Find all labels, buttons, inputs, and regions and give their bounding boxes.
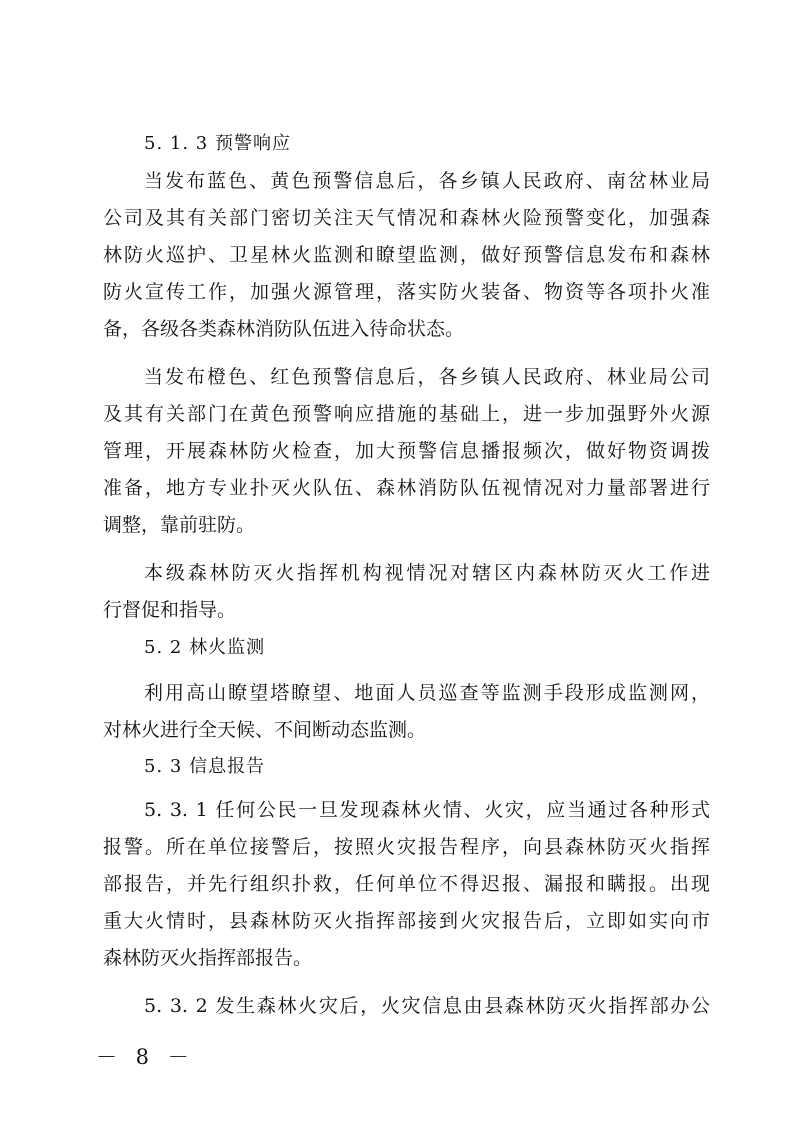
- paragraph-line: 管理，开展森林防火检查，加大预警信息播报频次，做好物资调拨: [103, 440, 710, 462]
- section-heading-5-3: 5. 3 信息报告: [144, 756, 266, 777]
- paragraph-line: 重大火情时，县森林防灭火指挥部接到火灾报告后，立即如实向市: [103, 910, 710, 932]
- section-heading-5-1-3: 5. 1. 3 预警响应: [144, 133, 291, 154]
- paragraph-line: 本级森林防灭火指挥机构视情况对辖区内森林防灭火工作进: [144, 562, 710, 584]
- paragraph-line: 森林防灭火指挥部报告。: [103, 947, 313, 969]
- section-heading-5-2: 5. 2 林火监测: [144, 637, 266, 658]
- paragraph-line: 公司及其有关部门密切关注天气情况和森林火险预警变化，加强森: [103, 207, 710, 229]
- paragraph-line: 当发布橙色、红色预警信息后，各乡镇人民政府、林业局公司: [144, 366, 710, 388]
- paragraph-line: 调整，靠前驻防。: [103, 514, 256, 536]
- paragraph-line: 5. 3. 2 发生森林火灾后，火灾信息由县森林防灭火指挥部办公: [144, 995, 710, 1017]
- paragraph-line: 当发布蓝色、黄色预警信息后，各乡镇人民政府、南岔林业局: [144, 170, 710, 192]
- paragraph-line: 及其有关部门在黄色预警响应措施的基础上，进一步加强野外火源: [103, 403, 710, 425]
- paragraph-line: 部报告，并先行组织扑救，任何单位不得迟报、漏报和瞒报。出现: [103, 873, 710, 895]
- paragraph-line: 备，各级各类森林消防队伍进入待命状态。: [103, 318, 465, 340]
- paragraph-line: 5. 3. 1 任何公民一旦发现森林火情、火灾，应当通过各种形式: [144, 799, 710, 821]
- paragraph-line: 对林火进行全天候、不间断动态监测。: [103, 719, 427, 741]
- paragraph-line: 报警。所在单位接警后，按照火灾报告程序，向县森林防灭火指挥: [103, 836, 710, 858]
- paragraph-line: 利用高山瞭望塔瞭望、地面人员巡查等监测手段形成监测网，: [144, 682, 710, 704]
- paragraph-line: 行督促和指导。: [103, 599, 237, 621]
- paragraph-line: 林防火巡护、卫星林火监测和瞭望监测，做好预警信息发布和森林: [103, 244, 710, 266]
- paragraph-line: 准备，地方专业扑灭火队伍、森林消防队伍视情况对力量部署进行: [103, 477, 710, 499]
- paragraph-line: 防火宣传工作，加强火源管理，落实防火装备、物资等各项扑火准: [103, 281, 710, 303]
- page-number: － 8 －: [96, 1045, 195, 1069]
